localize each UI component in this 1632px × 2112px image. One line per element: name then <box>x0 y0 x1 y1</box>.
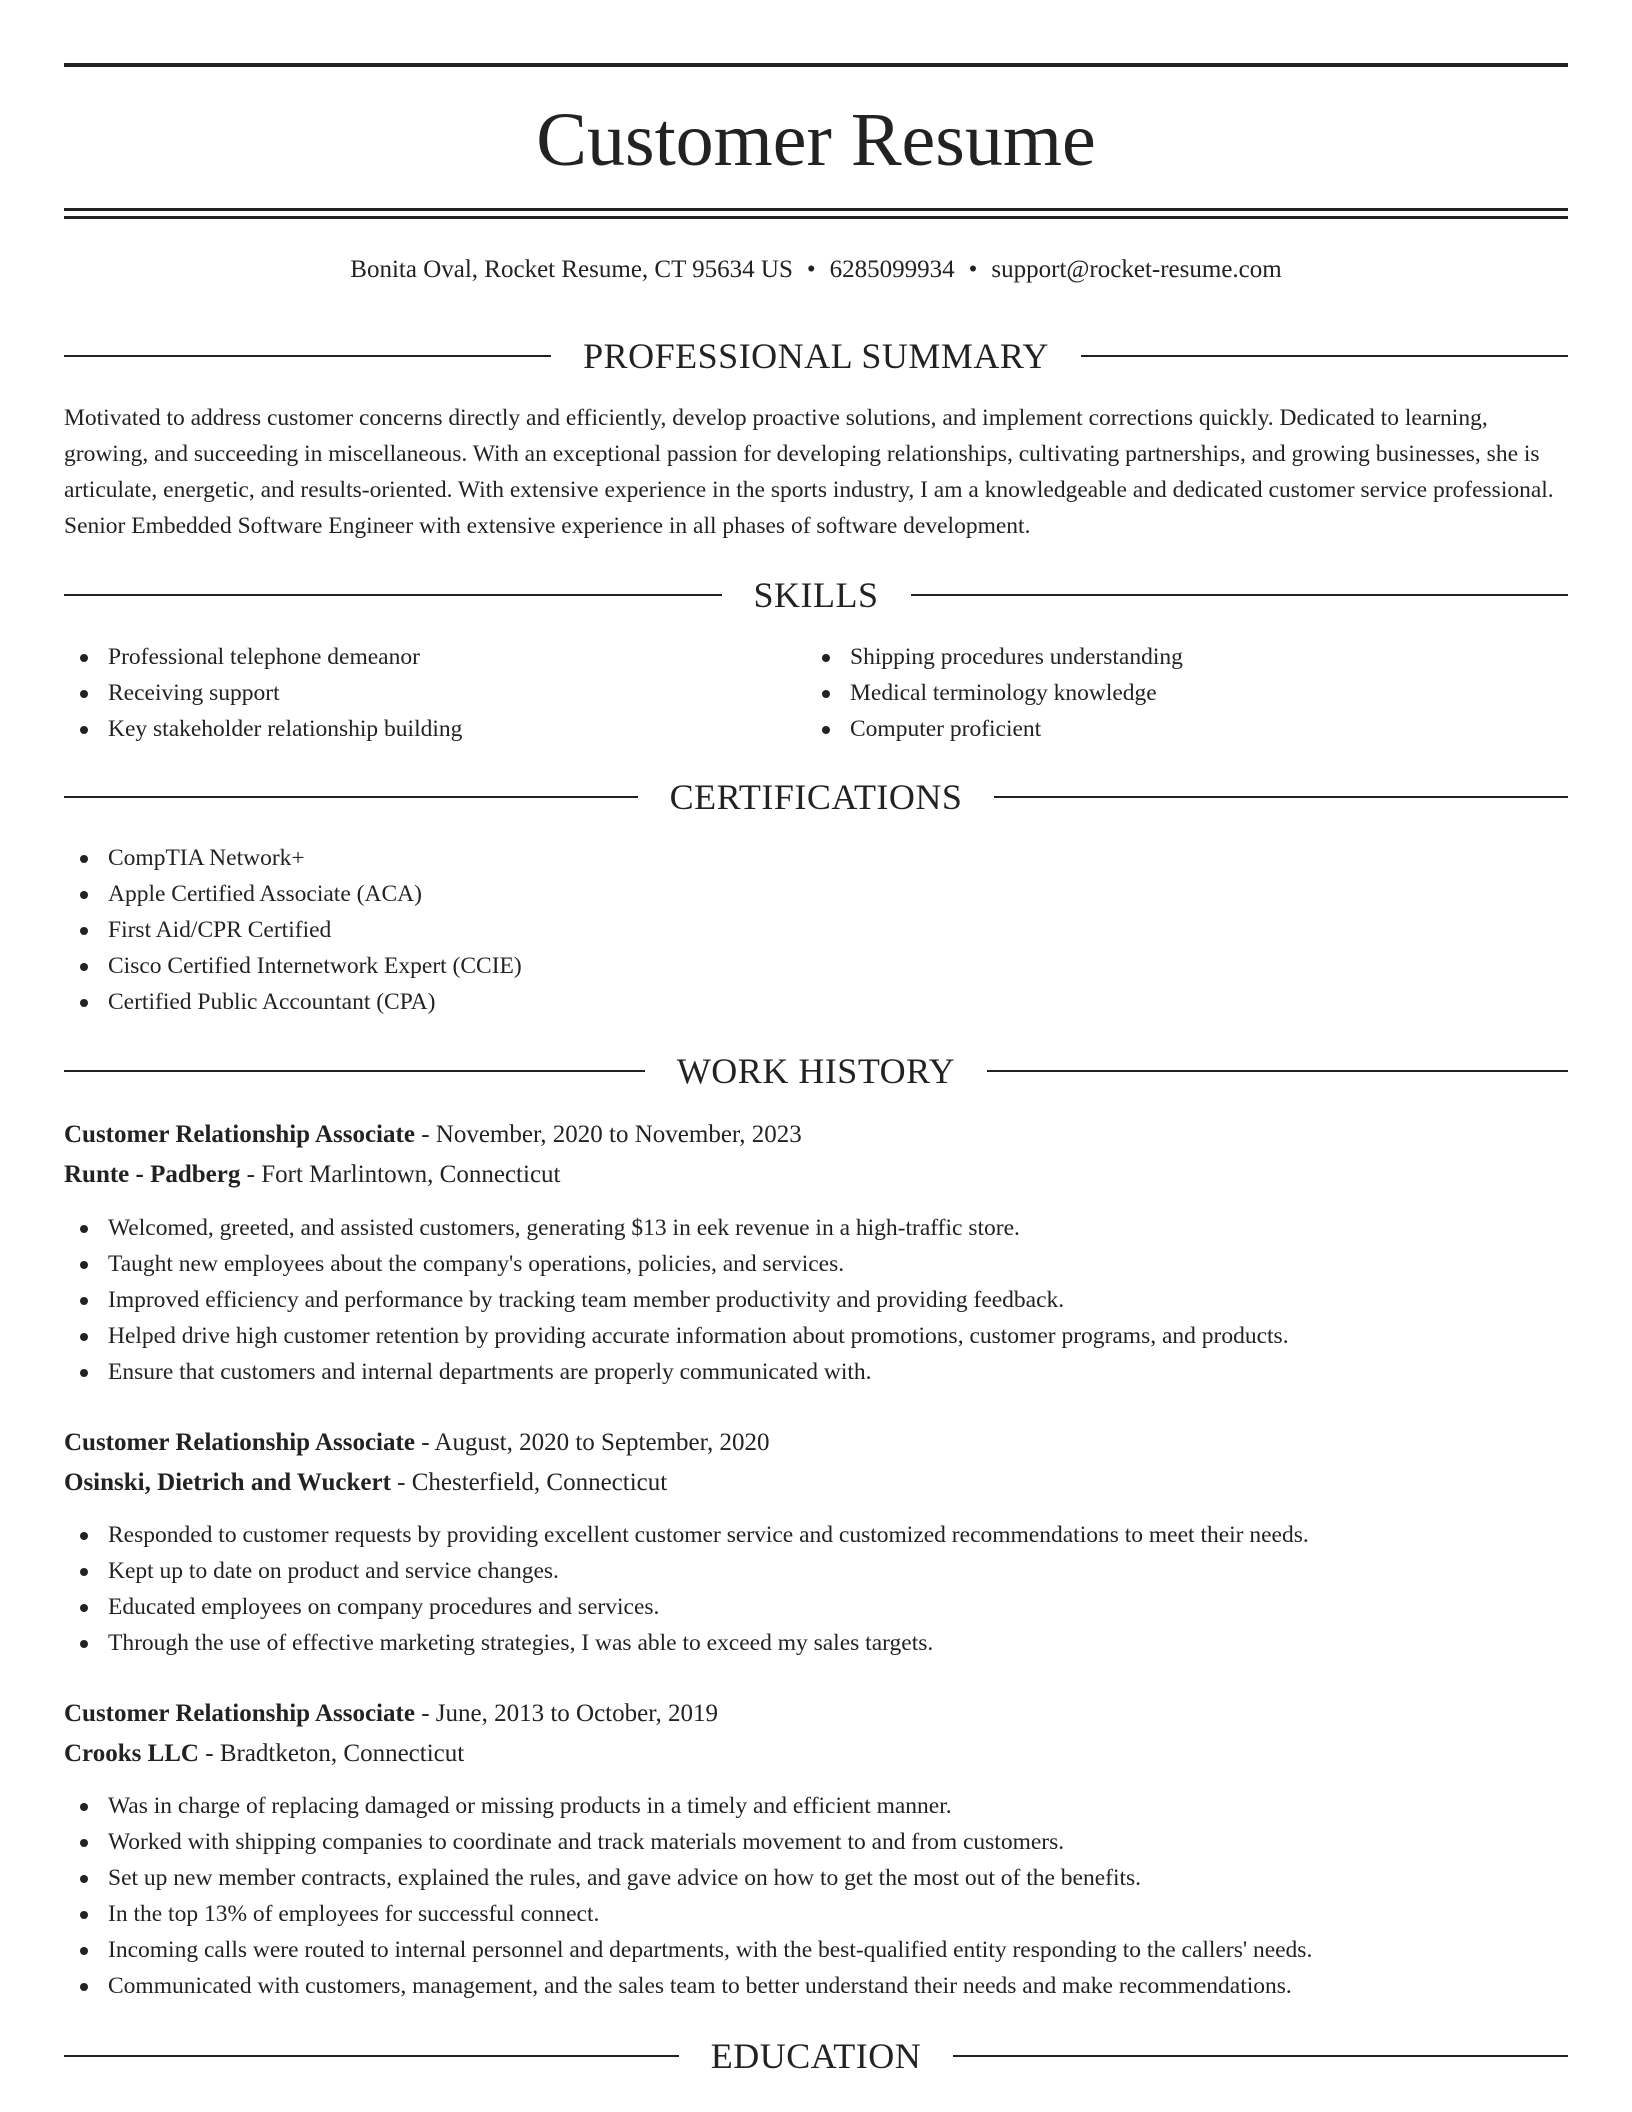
job-bullets <box>64 1210 1568 1390</box>
certification-item: Apple Certified Associate (ACA) <box>64 876 1568 912</box>
section-rule-left <box>64 594 722 596</box>
job-company-line <box>64 1155 1568 1195</box>
section-header-certifications <box>64 775 1568 819</box>
job-bullet: Improved efficiency and performance by tracking team member productivity and providing feedback. <box>64 1282 1568 1318</box>
job-dates: - November, 2020 to November, 2023 <box>421 1121 802 1148</box>
job-bullet: Set up new member contracts, explained the rules, and gave advice on how to get the most out of the benefits. <box>64 1860 1568 1896</box>
job-title: Customer Relationship Associate <box>64 1700 415 1727</box>
skills-list-left <box>64 639 804 747</box>
contact-email: support@rocket-resume.com <box>991 256 1282 283</box>
section-rule-left <box>64 1070 645 1072</box>
section-rule-right <box>987 1070 1568 1072</box>
section-rule-left <box>64 796 638 798</box>
job-company: Osinski, Dietrich and Wuckert <box>64 1469 391 1496</box>
skills-list-right <box>806 639 1546 747</box>
skill-item: Medical terminology knowledge <box>806 675 1546 711</box>
section-rule-right <box>1081 355 1568 357</box>
job-title: Customer Relationship Associate <box>64 1429 415 1456</box>
section-title-certifications: CERTIFICATIONS <box>669 777 963 817</box>
skill-item: Shipping procedures understanding <box>806 639 1546 675</box>
job-bullet: Helped drive high customer retention by providing accurate information about promotions, customer programs, and products. <box>64 1318 1568 1354</box>
section-header-work-history <box>64 1049 1568 1093</box>
job-bullet: Communicated with customers, management, and the sales team to better understand their needs and make recommendations. <box>64 1968 1568 2004</box>
section-rule-left <box>64 2055 679 2057</box>
job-title-line <box>64 1115 1568 1155</box>
job-bullets <box>64 1788 1568 2004</box>
job-bullets <box>64 1517 1568 1661</box>
section-title-work-history: WORK HISTORY <box>676 1051 956 1091</box>
job-bullet: In the top 13% of employees for successful connect. <box>64 1896 1568 1932</box>
certification-item: CompTIA Network+ <box>64 840 1568 876</box>
certifications-list <box>64 840 1568 1020</box>
section-title-education: EDUCATION <box>710 2036 922 2076</box>
section-title-summary: PROFESSIONAL SUMMARY <box>583 336 1049 376</box>
skill-item: Receiving support <box>64 675 804 711</box>
contact-separator: • <box>806 256 816 283</box>
summary-paragraph: Motivated to address customer concerns directly and efficiently, develop proactive solutions, and implement corrections quickly. Dedicated to learning, growing, and succeeding in miscellaneous. With an exceptional passion for developing relationships, cultivating partnerships, and growing businesses, she is articulate, energetic, and results-oriented. With extensive experience in the sports industry, I am a knowledgeable and dedicated customer service professional. Senior Embedded Software Engineer with extensive experience in all phases of software development. <box>64 405 1554 539</box>
job-bullet: Was in charge of replacing damaged or missing products in a timely and efficient manner. <box>64 1788 1568 1824</box>
job-company-line <box>64 1734 1568 1774</box>
job-location: - Bradtketon, Connecticut <box>205 1740 465 1767</box>
job-dates: - June, 2013 to October, 2019 <box>421 1700 719 1727</box>
job-title: Customer Relationship Associate <box>64 1121 415 1148</box>
job-title-line <box>64 1694 1568 1734</box>
job-bullet: Educated employees on company procedures and services. <box>64 1589 1568 1625</box>
section-rule-right <box>994 796 1568 798</box>
job-bullet: Ensure that customers and internal departments are properly communicated with. <box>64 1354 1568 1390</box>
contact-address: Bonita Oval, Rocket Resume, CT 95634 US <box>350 256 793 283</box>
section-rule-left <box>64 355 551 357</box>
contact-phone: 6285099934 <box>829 256 955 283</box>
section-rule-right <box>911 594 1569 596</box>
section-header-summary <box>64 334 1568 378</box>
job-location: - Chesterfield, Connecticut <box>397 1469 668 1496</box>
job-bullet: Welcomed, greeted, and assisted customers, generating $13 in eek revenue in a high-traffic store. <box>64 1210 1568 1246</box>
certification-item: Certified Public Accountant (CPA) <box>64 984 1568 1020</box>
job-bullet: Worked with shipping companies to coordinate and track materials movement to and from customers. <box>64 1824 1568 1860</box>
resume-title: Customer Resume <box>536 98 1096 182</box>
contact-line <box>64 255 1568 285</box>
job-bullet: Responded to customer requests by providing excellent customer service and customized recommendations to meet their needs. <box>64 1517 1568 1553</box>
skill-item: Key stakeholder relationship building <box>64 711 804 747</box>
section-rule-right <box>953 2055 1568 2057</box>
skill-item: Professional telephone demeanor <box>64 639 804 675</box>
section-header-education <box>64 2034 1568 2078</box>
job-company: Runte - Padberg <box>64 1161 241 1188</box>
job-title-line <box>64 1423 1568 1463</box>
certification-item: Cisco Certified Internetwork Expert (CCIE) <box>64 948 1568 984</box>
job-bullet: Through the use of effective marketing strategies, I was able to exceed my sales targets. <box>64 1625 1568 1661</box>
header-double-rule-lower <box>64 216 1568 219</box>
job-bullet: Incoming calls were routed to internal personnel and departments, with the best-qualified entity responding to the callers' needs. <box>64 1932 1568 1968</box>
header-double-rule-upper <box>64 208 1568 211</box>
certification-item: First Aid/CPR Certified <box>64 912 1568 948</box>
job-location: - Fort Marlintown, Connecticut <box>246 1161 561 1188</box>
job-bullet: Kept up to date on product and service changes. <box>64 1553 1568 1589</box>
job-company: Crooks LLC <box>64 1740 199 1767</box>
section-title-skills: SKILLS <box>753 575 879 615</box>
job-bullet: Taught new employees about the company's operations, policies, and services. <box>64 1246 1568 1282</box>
job-dates: - August, 2020 to September, 2020 <box>421 1429 770 1456</box>
header-top-rule <box>64 63 1568 67</box>
contact-separator: • <box>968 256 978 283</box>
section-header-skills <box>64 573 1568 617</box>
job-company-line <box>64 1463 1568 1503</box>
skill-item: Computer proficient <box>806 711 1546 747</box>
